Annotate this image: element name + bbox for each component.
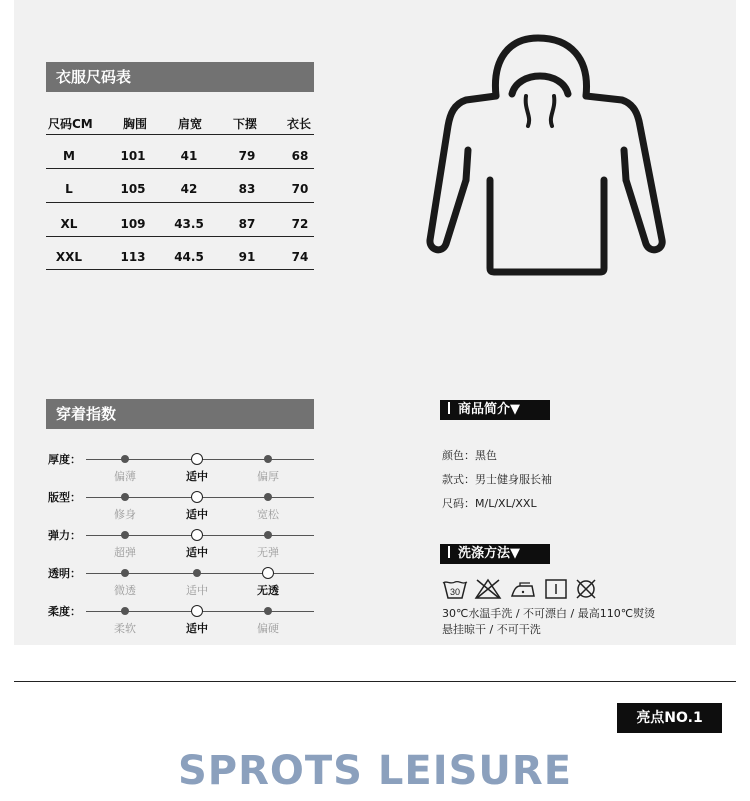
product-style: 款式：男士健身服长袖 — [442, 473, 552, 486]
product-sizes: 尺码：M/L/XL/XXL — [442, 497, 537, 510]
length-cell: 70 — [291, 182, 309, 196]
table-divider — [46, 269, 314, 270]
wear-option-label: 适中 — [186, 546, 208, 559]
wear-option-label: 适中 — [186, 470, 208, 483]
level-dot — [121, 569, 129, 577]
selected-level-dot — [262, 567, 274, 579]
wear-option-label: 偏厚 — [257, 470, 279, 483]
level-dot — [264, 607, 272, 615]
level-dot — [264, 531, 272, 539]
product-intro-tag — [440, 400, 550, 420]
table-divider — [46, 202, 314, 203]
size-header-hem: 下摆 — [233, 117, 258, 131]
wear-option-label: 宽松 — [257, 508, 279, 521]
level-dot — [121, 607, 129, 615]
svg-text:30: 30 — [449, 587, 461, 597]
table-divider — [46, 134, 314, 135]
hem-cell: 79 — [238, 149, 256, 163]
hang-dry-icon — [544, 578, 568, 600]
wear-option-label: 适中 — [186, 622, 208, 635]
length-cell: 74 — [291, 250, 309, 264]
chest-cell: 109 — [120, 217, 146, 231]
shoulder-cell: 44.5 — [174, 250, 204, 264]
size-cell: L — [65, 182, 73, 196]
no-bleach-icon — [474, 578, 502, 600]
section-divider — [14, 681, 736, 682]
banner-title: SPROTS LEISURE — [177, 748, 573, 794]
wear-option-label: 无弹 — [257, 546, 279, 559]
size-table-title: 衣服尺码表 — [46, 62, 314, 92]
wear-row-label: 柔度： — [48, 605, 81, 618]
hem-cell: 87 — [238, 217, 256, 231]
table-divider — [46, 236, 314, 237]
selected-level-dot — [191, 529, 203, 541]
product-color: 颜色：黑色 — [442, 449, 497, 462]
chest-cell: 101 — [120, 149, 146, 163]
product-intro-title: 商品简介▼ — [458, 402, 520, 417]
size-header-shoulder: 肩宽 — [178, 117, 203, 131]
care-instructions-1: 30℃水温手洗 / 不可漂白 / 最高110℃熨烫 — [442, 607, 656, 620]
wear-row-label: 版型： — [48, 491, 81, 504]
size-header-size: 尺码CM — [48, 117, 93, 131]
size-cell: XL — [60, 217, 78, 231]
no-dry-clean-icon — [574, 578, 598, 600]
shoulder-cell: 42 — [180, 182, 198, 196]
wear-option-label: 偏硬 — [257, 622, 279, 635]
wear-row-label: 厚度： — [48, 453, 81, 466]
wear-option-label: 微透 — [114, 584, 136, 597]
table-divider — [46, 168, 314, 169]
hem-cell: 83 — [238, 182, 256, 196]
wash-title: 洗涤方法▼ — [458, 546, 520, 561]
chest-cell: 105 — [120, 182, 146, 196]
wear-option-label: 适中 — [186, 508, 208, 521]
level-dot — [264, 455, 272, 463]
wear-row-label: 透明： — [48, 567, 81, 580]
selected-level-dot — [191, 491, 203, 503]
shoulder-cell: 41 — [180, 149, 198, 163]
level-dot — [121, 531, 129, 539]
hem-cell: 91 — [238, 250, 256, 264]
length-cell: 68 — [291, 149, 309, 163]
wear-option-label: 偏薄 — [114, 470, 136, 483]
level-dot — [121, 455, 129, 463]
chest-cell: 113 — [120, 250, 146, 264]
wear-option-label: 无透 — [257, 584, 279, 597]
shoulder-cell: 43.5 — [174, 217, 204, 231]
wear-option-label: 超弹 — [114, 546, 136, 559]
iron-icon — [508, 578, 538, 600]
level-dot — [264, 493, 272, 501]
level-dot — [121, 493, 129, 501]
wash-tag — [440, 544, 550, 564]
level-dot — [193, 569, 201, 577]
size-cell: M — [63, 149, 75, 163]
size-header-length: 衣长 — [287, 117, 312, 131]
wear-row-label: 弹力： — [48, 529, 81, 542]
wear-option-label: 修身 — [114, 508, 136, 521]
care-instructions-2: 悬挂晾干 / 不可干洗 — [442, 623, 541, 636]
selected-level-dot — [191, 453, 203, 465]
highlight-badge: 亮点NO.1 — [617, 703, 722, 733]
wash-30-icon — [442, 578, 468, 600]
size-header-chest: 胸围 — [123, 117, 148, 131]
hoodie-icon — [426, 30, 668, 278]
length-cell: 72 — [291, 217, 309, 231]
wear-option-label: 柔软 — [114, 622, 136, 635]
wear-option-label: 适中 — [186, 584, 208, 597]
size-cell: XXL — [55, 250, 83, 264]
wear-index-title: 穿着指数 — [46, 399, 314, 429]
care-icons — [442, 578, 598, 600]
selected-level-dot — [191, 605, 203, 617]
